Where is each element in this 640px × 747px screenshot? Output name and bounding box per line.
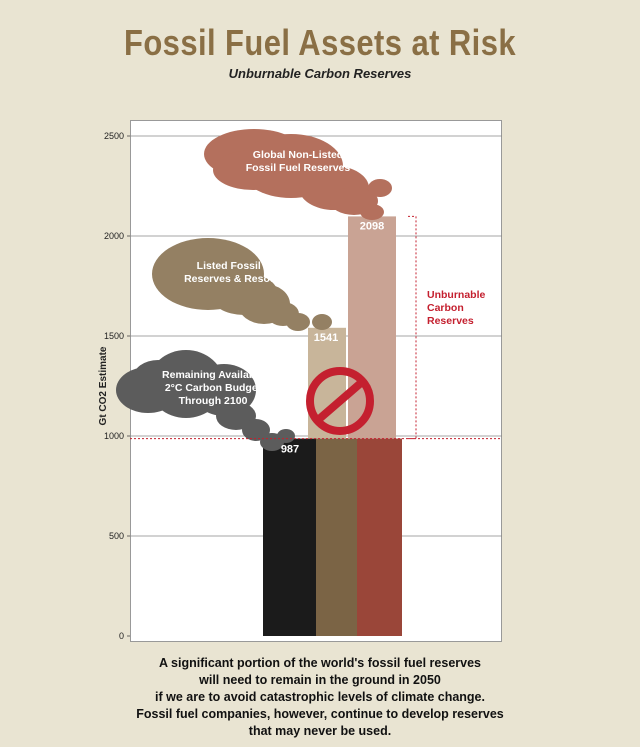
cloud-label: Global Non-Listed <box>252 149 344 161</box>
cloud-label: Remaining Available <box>162 369 264 381</box>
y-tick-label: 1000 <box>103 431 124 441</box>
bar-base <box>357 439 402 636</box>
data-label: 2098 <box>359 220 385 233</box>
smoke-cloud <box>286 313 310 331</box>
y-tick-label: 500 <box>108 531 124 541</box>
data-label: 1541 <box>313 331 339 344</box>
y-tick-label: 2000 <box>103 231 124 241</box>
chart-title: Fossil Fuel Assets at Risk <box>123 22 516 63</box>
bar-base <box>316 439 357 636</box>
footer-line: if we are to avoid catastrophic levels of climate change. <box>155 690 485 704</box>
footer-line: will need to remain in the ground in 2050 <box>199 673 441 687</box>
annotation-label: Unburnable <box>427 289 486 301</box>
y-axis-label: Gt CO2 Estimate <box>98 346 109 426</box>
data-label: 987 <box>280 443 300 456</box>
cloud-label: 2°C Carbon Budget <box>164 382 262 394</box>
cloud-label: Through 2100 <box>178 395 248 407</box>
footer-line: A significant portion of the world's fossil fuel reserves <box>158 656 481 670</box>
chart-subtitle: Unburnable Carbon Reserves <box>228 66 412 81</box>
smoke-cloud <box>277 429 295 443</box>
cloud-label: Listed Fossil Fuel <box>196 260 286 272</box>
smoke-cloud <box>312 314 332 330</box>
smoke-cloud <box>368 179 392 197</box>
footer-line: that may never be used. <box>248 724 392 738</box>
y-tick-label: 0 <box>118 631 124 641</box>
y-tick-label: 2500 <box>103 131 124 141</box>
smoke-cloud <box>360 204 384 220</box>
cloud-label: Fossil Fuel Reserves <box>245 162 351 174</box>
footer-text <box>0 655 640 740</box>
y-tick-label: 1500 <box>103 331 124 341</box>
annotation-label: Carbon <box>427 302 464 314</box>
cloud-label: Reserves & Resources <box>184 273 298 285</box>
bar-base <box>263 439 317 636</box>
footer-line: Fossil fuel companies, however, continue to develop reserves <box>136 707 504 721</box>
annotation-label: Reserves <box>427 315 474 327</box>
chart-svg <box>96 120 516 650</box>
